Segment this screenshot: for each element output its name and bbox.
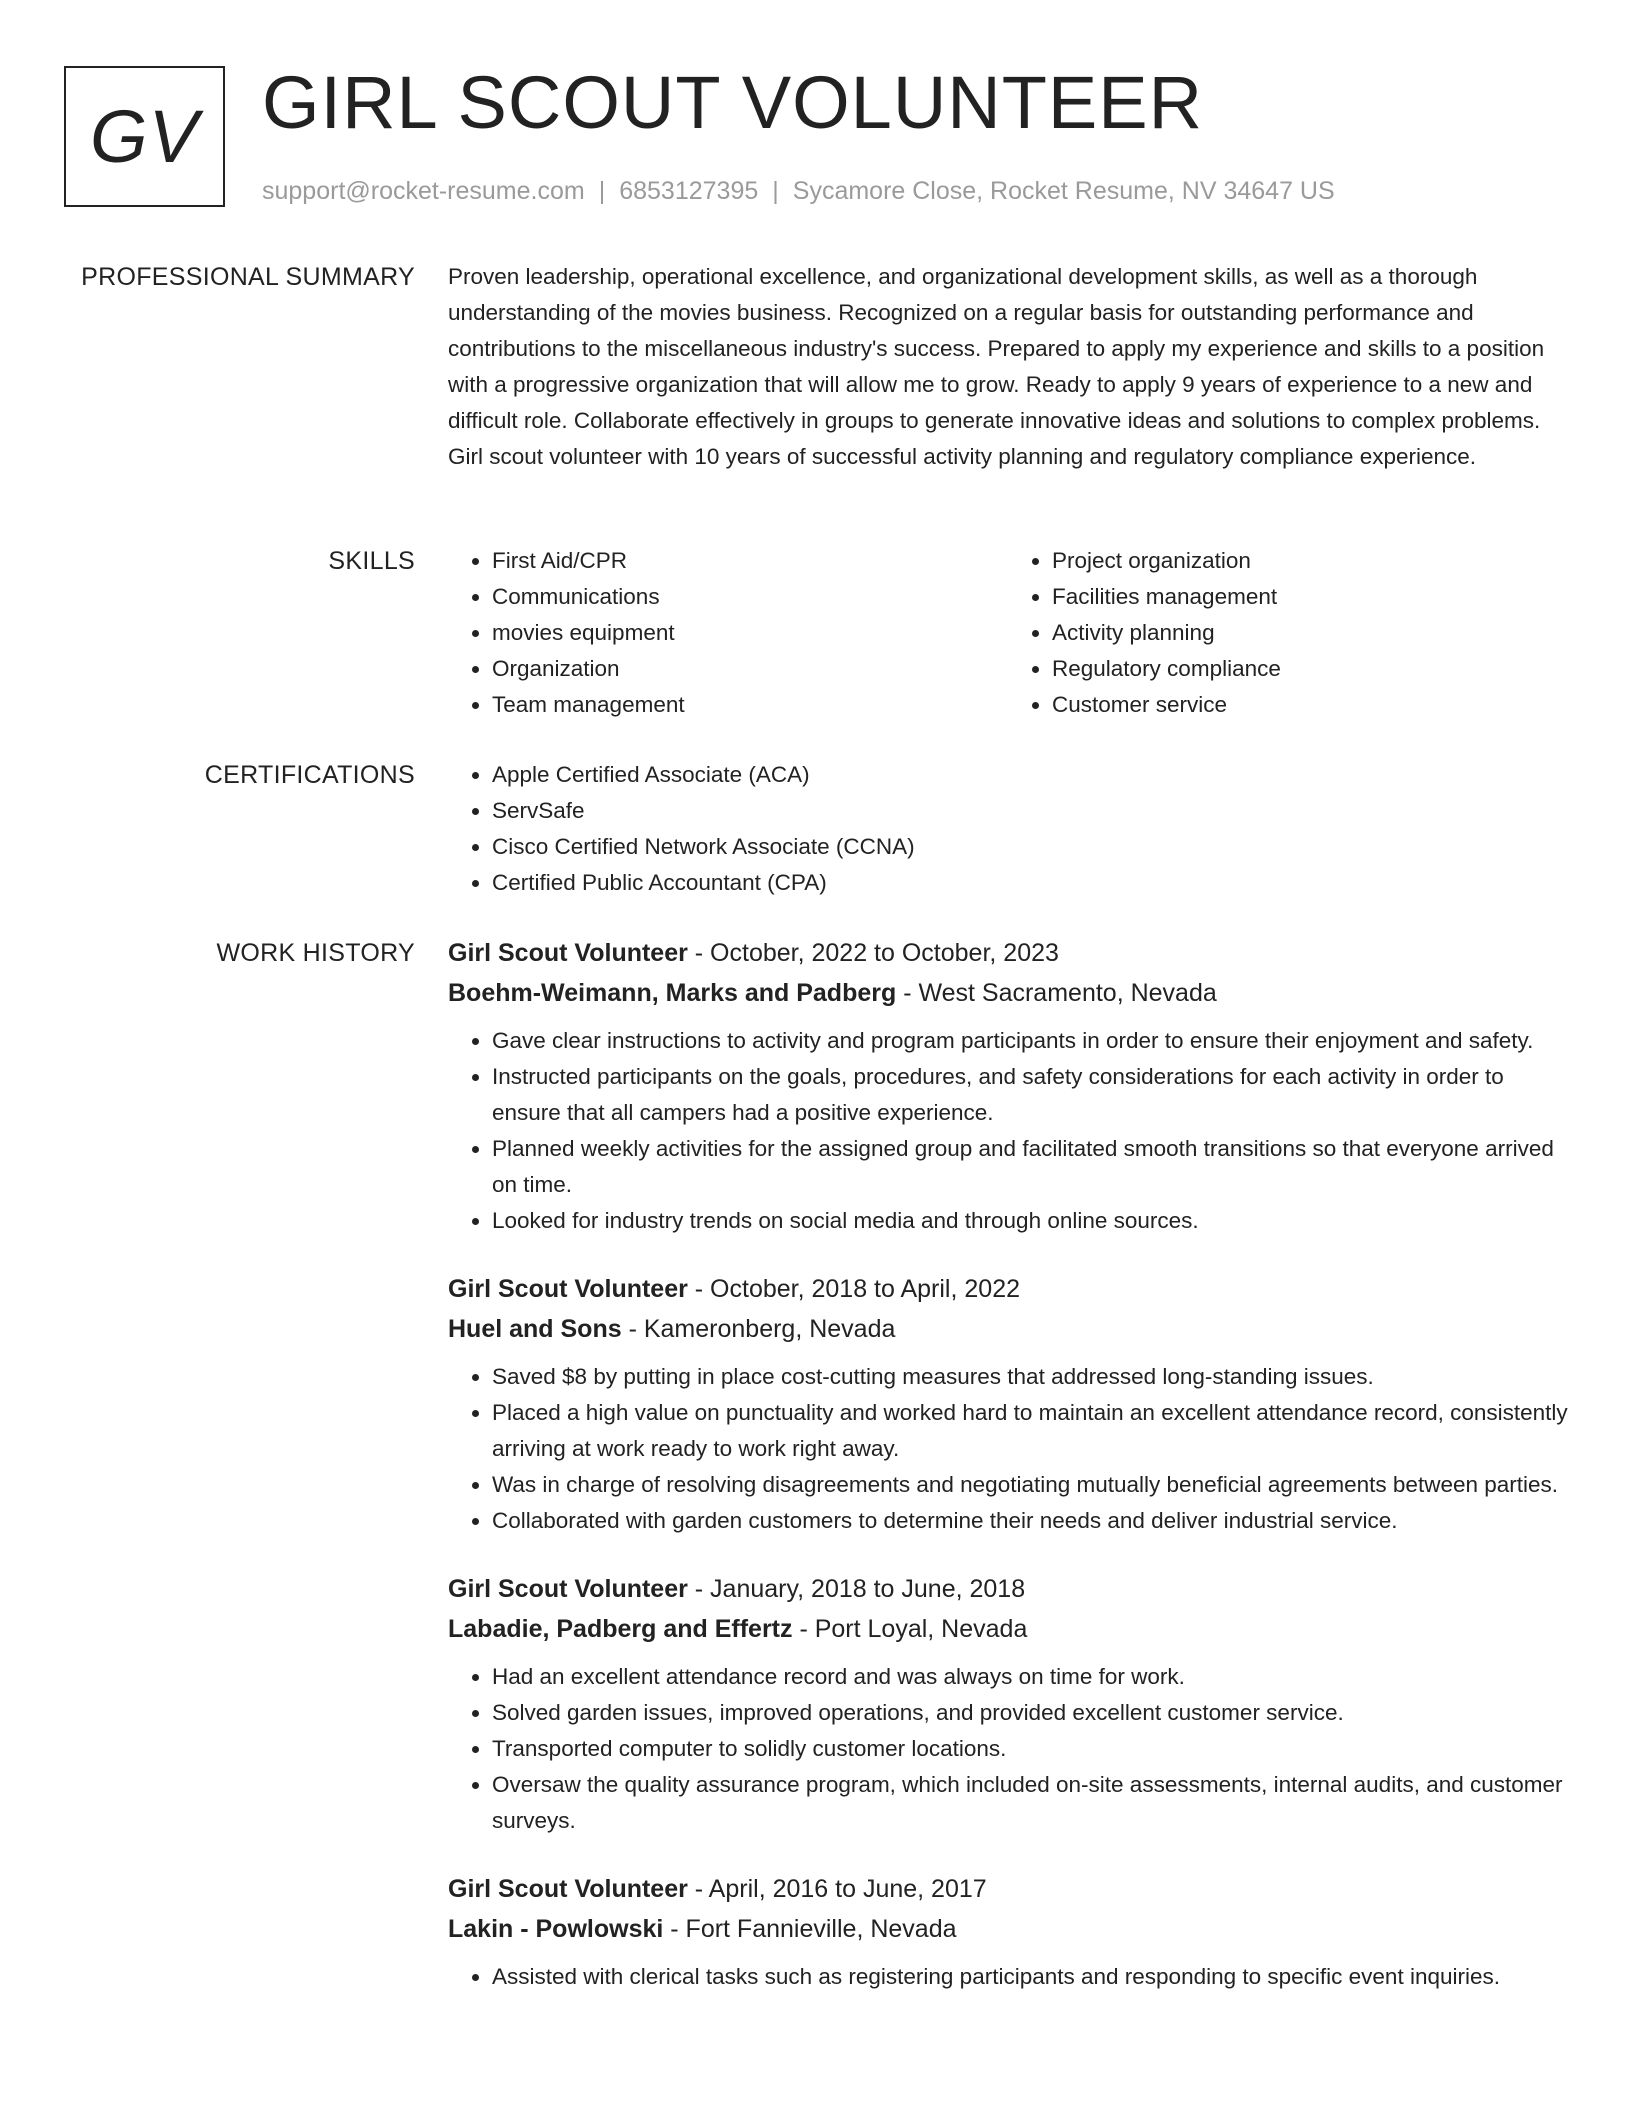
summary-title: PROFESSIONAL SUMMARY: [81, 263, 415, 291]
job-bullet: • Assisted with clerical tasks such as registering participants and responding to specific event inquiries.: [492, 1959, 1568, 1995]
contact-line: [262, 174, 1335, 208]
work-history-title: WORK HISTORY: [216, 939, 415, 967]
job-bullet: • Collaborated with garden customers to determine their needs and deliver industrial service.: [492, 1503, 1568, 1539]
skills-columns: [448, 543, 1568, 723]
contact-separator: |: [772, 177, 779, 205]
monogram-box: [64, 66, 225, 207]
job-bullet: • Solved garden issues, improved operations, and provided excellent customer service.: [492, 1695, 1568, 1731]
job-dates: - April, 2016 to June, 2017: [687, 1875, 987, 1903]
job-bullet: • Was in charge of resolving disagreements and negotiating mutually beneficial agreements between parties.: [492, 1467, 1568, 1503]
job-company-line: [448, 1909, 1568, 1949]
job-location: - Fort Fannieville, Nevada: [663, 1915, 957, 1943]
job-entry: [448, 1569, 1568, 1839]
contact-separator: |: [598, 177, 606, 205]
job-title-line: [448, 1869, 1568, 1909]
skills-list-left: [448, 543, 1008, 723]
certifications-list: [448, 757, 1568, 901]
certifications-title: CERTIFICATIONS: [204, 761, 415, 789]
skills-body: [448, 543, 1568, 723]
job-company: Boehm-Weimann, Marks and Padberg: [448, 979, 897, 1007]
skill-item: • Organization: [492, 651, 1008, 687]
job-title-line: [448, 933, 1568, 973]
job-location: - Port Loyal, Nevada: [792, 1615, 1028, 1643]
job-title-line: [448, 1269, 1568, 1309]
work-history-body: [448, 933, 1568, 2025]
certifications-body: [448, 757, 1568, 901]
job-bullets: [448, 1959, 1568, 1995]
job-company-line: [448, 1309, 1568, 1349]
job-dates: - October, 2018 to April, 2022: [687, 1275, 1020, 1303]
skills-list-right: [1008, 543, 1568, 723]
job-bullet: • Had an excellent attendance record and was always on time for work.: [492, 1659, 1568, 1695]
job-bullet: • Placed a high value on punctuality and worked hard to maintain an excellent attendance record, consistently arriving at work ready to work right away.: [492, 1395, 1568, 1467]
job-dates: - October, 2022 to October, 2023: [687, 939, 1059, 967]
job-company: Lakin - Powlowski: [448, 1915, 664, 1943]
certification-item: • Cisco Certified Network Associate (CCNA): [492, 829, 1568, 865]
job-bullet: • Planned weekly activities for the assigned group and facilitated smooth transitions so that everyone arrived on time.: [492, 1131, 1568, 1203]
job-bullet: • Transported computer to solidly customer locations.: [492, 1731, 1568, 1767]
contact-phone[interactable]: 6853127395: [619, 177, 759, 205]
contact-email[interactable]: support@rocket-resume.com: [262, 177, 585, 205]
job-bullet: • Saved $8 by putting in place cost-cutting measures that addressed long-standing issues.: [492, 1359, 1568, 1395]
job-bullets: [448, 1659, 1568, 1839]
job-bullet: • Gave clear instructions to activity and program participants in order to ensure their enjoyment and safety.: [492, 1023, 1568, 1059]
job-bullets: [448, 1023, 1568, 1239]
job-bullet: • Oversaw the quality assurance program, which included on-site assessments, internal audits, and customer surveys.: [492, 1767, 1568, 1839]
job-title: Girl Scout Volunteer: [448, 1275, 688, 1303]
job-title: Girl Scout Volunteer: [448, 1575, 688, 1603]
skill-item: • movies equipment: [492, 615, 1008, 651]
skill-item: • Customer service: [1052, 687, 1568, 723]
job-bullet: • Looked for industry trends on social media and through online sources.: [492, 1203, 1568, 1239]
job-company: Labadie, Padberg and Effertz: [448, 1615, 793, 1643]
skill-item: • Regulatory compliance: [1052, 651, 1568, 687]
skill-item: • Team management: [492, 687, 1008, 723]
monogram-initials: GV: [90, 95, 199, 178]
certification-item: • Apple Certified Associate (ACA): [492, 757, 1568, 793]
skill-item: • Communications: [492, 579, 1008, 615]
certification-item: • ServSafe: [492, 793, 1568, 829]
skill-item: • Activity planning: [1052, 615, 1568, 651]
job-title-line: [448, 1569, 1568, 1609]
certification-item: • Certified Public Accountant (CPA): [492, 865, 1568, 901]
job-company-line: [448, 1609, 1568, 1649]
job-location: - Kameronberg, Nevada: [621, 1315, 896, 1343]
job-entry: [448, 933, 1568, 1239]
skills-title: SKILLS: [328, 547, 415, 575]
job-bullets: [448, 1359, 1568, 1539]
job-company-line: [448, 973, 1568, 1013]
job-title: Girl Scout Volunteer: [448, 1875, 688, 1903]
job-bullet: • Instructed participants on the goals, procedures, and safety considerations for each activity in order to ensure that all campers had a positive experience.: [492, 1059, 1568, 1131]
job-dates: - January, 2018 to June, 2018: [687, 1575, 1026, 1603]
summary-text: Proven leadership, operational excellence, and organizational development skills, as well as a thorough understanding of the movies business. Recognized on a regular basis for outstanding performance and contributions to the miscellaneous industry's success. Prepared to apply my experience and skills to a position with a progressive organization that will allow me to grow. Ready to apply 9 years of experience to a new and difficult role. Collaborate effectively in groups to generate innovative ideas and solutions to complex problems. Girl scout volunteer with 10 years of successful activity planning and regulatory compliance experience.: [448, 264, 1545, 469]
resume-name: GIRL SCOUT VOLUNTEER: [262, 61, 1204, 144]
job-location: - West Sacramento, Nevada: [896, 979, 1217, 1007]
skill-item: • First Aid/CPR: [492, 543, 1008, 579]
skill-item: • Facilities management: [1052, 579, 1568, 615]
summary-body: [448, 259, 1568, 475]
job-company: Huel and Sons: [448, 1315, 622, 1343]
job-entry: [448, 1869, 1568, 1995]
skill-item: • Project organization: [1052, 543, 1568, 579]
contact-address: Sycamore Close, Rocket Resume, NV 34647 US: [792, 177, 1335, 205]
job-entry: [448, 1269, 1568, 1539]
job-title: Girl Scout Volunteer: [448, 939, 688, 967]
